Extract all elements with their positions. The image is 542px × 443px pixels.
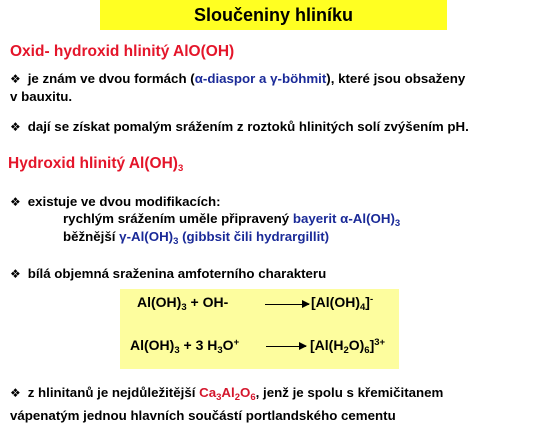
subscript: 3 (174, 345, 180, 356)
text: [Al(H (310, 337, 344, 353)
text: + OH- (186, 294, 229, 310)
gamma-symbol: γ (119, 229, 127, 244)
subscript: 3 (177, 163, 184, 174)
superscript: 3+ (374, 337, 386, 348)
calcium-aluminate-formula (199, 385, 256, 403)
eq2-left (130, 337, 239, 356)
reaction-arrow-icon (265, 304, 309, 305)
text: rychlým srážením uměle připravený (63, 211, 293, 226)
alpha-symbol: α (340, 211, 349, 226)
section1-bullet1 (10, 70, 535, 106)
eq1-right (311, 294, 373, 313)
text: ] (369, 337, 375, 353)
text: Al(OH) (130, 337, 175, 353)
subscript: 3 (217, 345, 223, 356)
text: O (240, 385, 251, 400)
text: vápenatým jednou hlavních součástí portlandského cementu (10, 408, 396, 423)
text (195, 71, 327, 86)
superscript: - (369, 294, 374, 305)
bullet-icon: ❖ (10, 72, 21, 86)
text: v bauxitu. (10, 89, 73, 104)
text: ), které jsou obsaženy (326, 71, 466, 86)
text: ] (365, 294, 370, 310)
gamma-symbol: γ (270, 71, 278, 86)
text: -Al(OH) (126, 229, 174, 244)
bullet-icon: ❖ (10, 120, 21, 134)
page-title: Sloučeniny hliníku (193, 4, 354, 25)
text: + 3 H (179, 337, 218, 353)
superscript: + (233, 337, 240, 348)
text: Al (221, 385, 235, 400)
reaction-arrow-icon (266, 346, 306, 347)
text: bílá objemná sraženina amfoterního charakteru (27, 266, 327, 281)
text: O) (348, 337, 365, 353)
bullet-icon: ❖ (10, 195, 21, 209)
section3-bullet (10, 384, 538, 425)
text: běžnější (63, 229, 120, 244)
subscript: 4 (360, 302, 366, 313)
section1-heading: Oxid- hydroxid hlinitý AlO(OH) (10, 43, 235, 60)
text: z hlinitanů je nejdůležitější (27, 385, 200, 400)
text: (gibbsit čili hydrargillit) (178, 229, 330, 244)
subscript: 3 (181, 302, 187, 313)
text: bayerit (292, 211, 341, 226)
subscript: 3 (216, 392, 222, 403)
subscript: 6 (250, 392, 256, 403)
subscript: 2 (234, 392, 241, 403)
section1-bullet2 (10, 118, 540, 136)
text: O (222, 337, 234, 353)
alpha-symbol: α (194, 71, 203, 86)
bullet-icon: ❖ (10, 267, 21, 281)
text (292, 211, 401, 229)
text: -böhmit (277, 71, 327, 86)
text (119, 229, 330, 247)
text: Hydroxid hlinitý Al(OH) (8, 155, 178, 172)
text: -diaspor a (202, 71, 271, 86)
section2-heading (8, 155, 183, 174)
text: , jenž je spolu s křemičitanem (255, 385, 444, 400)
eq1-left (137, 294, 228, 313)
text: [Al(OH) (311, 294, 360, 310)
section2-line3 (63, 228, 329, 251)
eq2-right (310, 337, 385, 356)
text: je znám ve dvou formách ( (27, 71, 195, 86)
equations-box (120, 289, 399, 369)
text: -Al(OH) (348, 211, 395, 226)
text: Al(OH) (137, 294, 182, 310)
subscript: 3 (394, 218, 401, 229)
subscript: 2 (343, 345, 349, 356)
text: existuje ve dvou modifikacích: (27, 194, 221, 209)
text: Ca (199, 385, 217, 400)
bullet-icon: ❖ (10, 386, 21, 400)
subscript: 6 (364, 345, 370, 356)
section2-bullet2 (10, 265, 326, 283)
title-banner (100, 0, 447, 30)
section2-bullet1 (10, 193, 221, 211)
subscript: 3 (173, 236, 179, 247)
text: dají se získat pomalým srážením z roztoků hlinitých solí zvýšením pH. (27, 119, 469, 134)
